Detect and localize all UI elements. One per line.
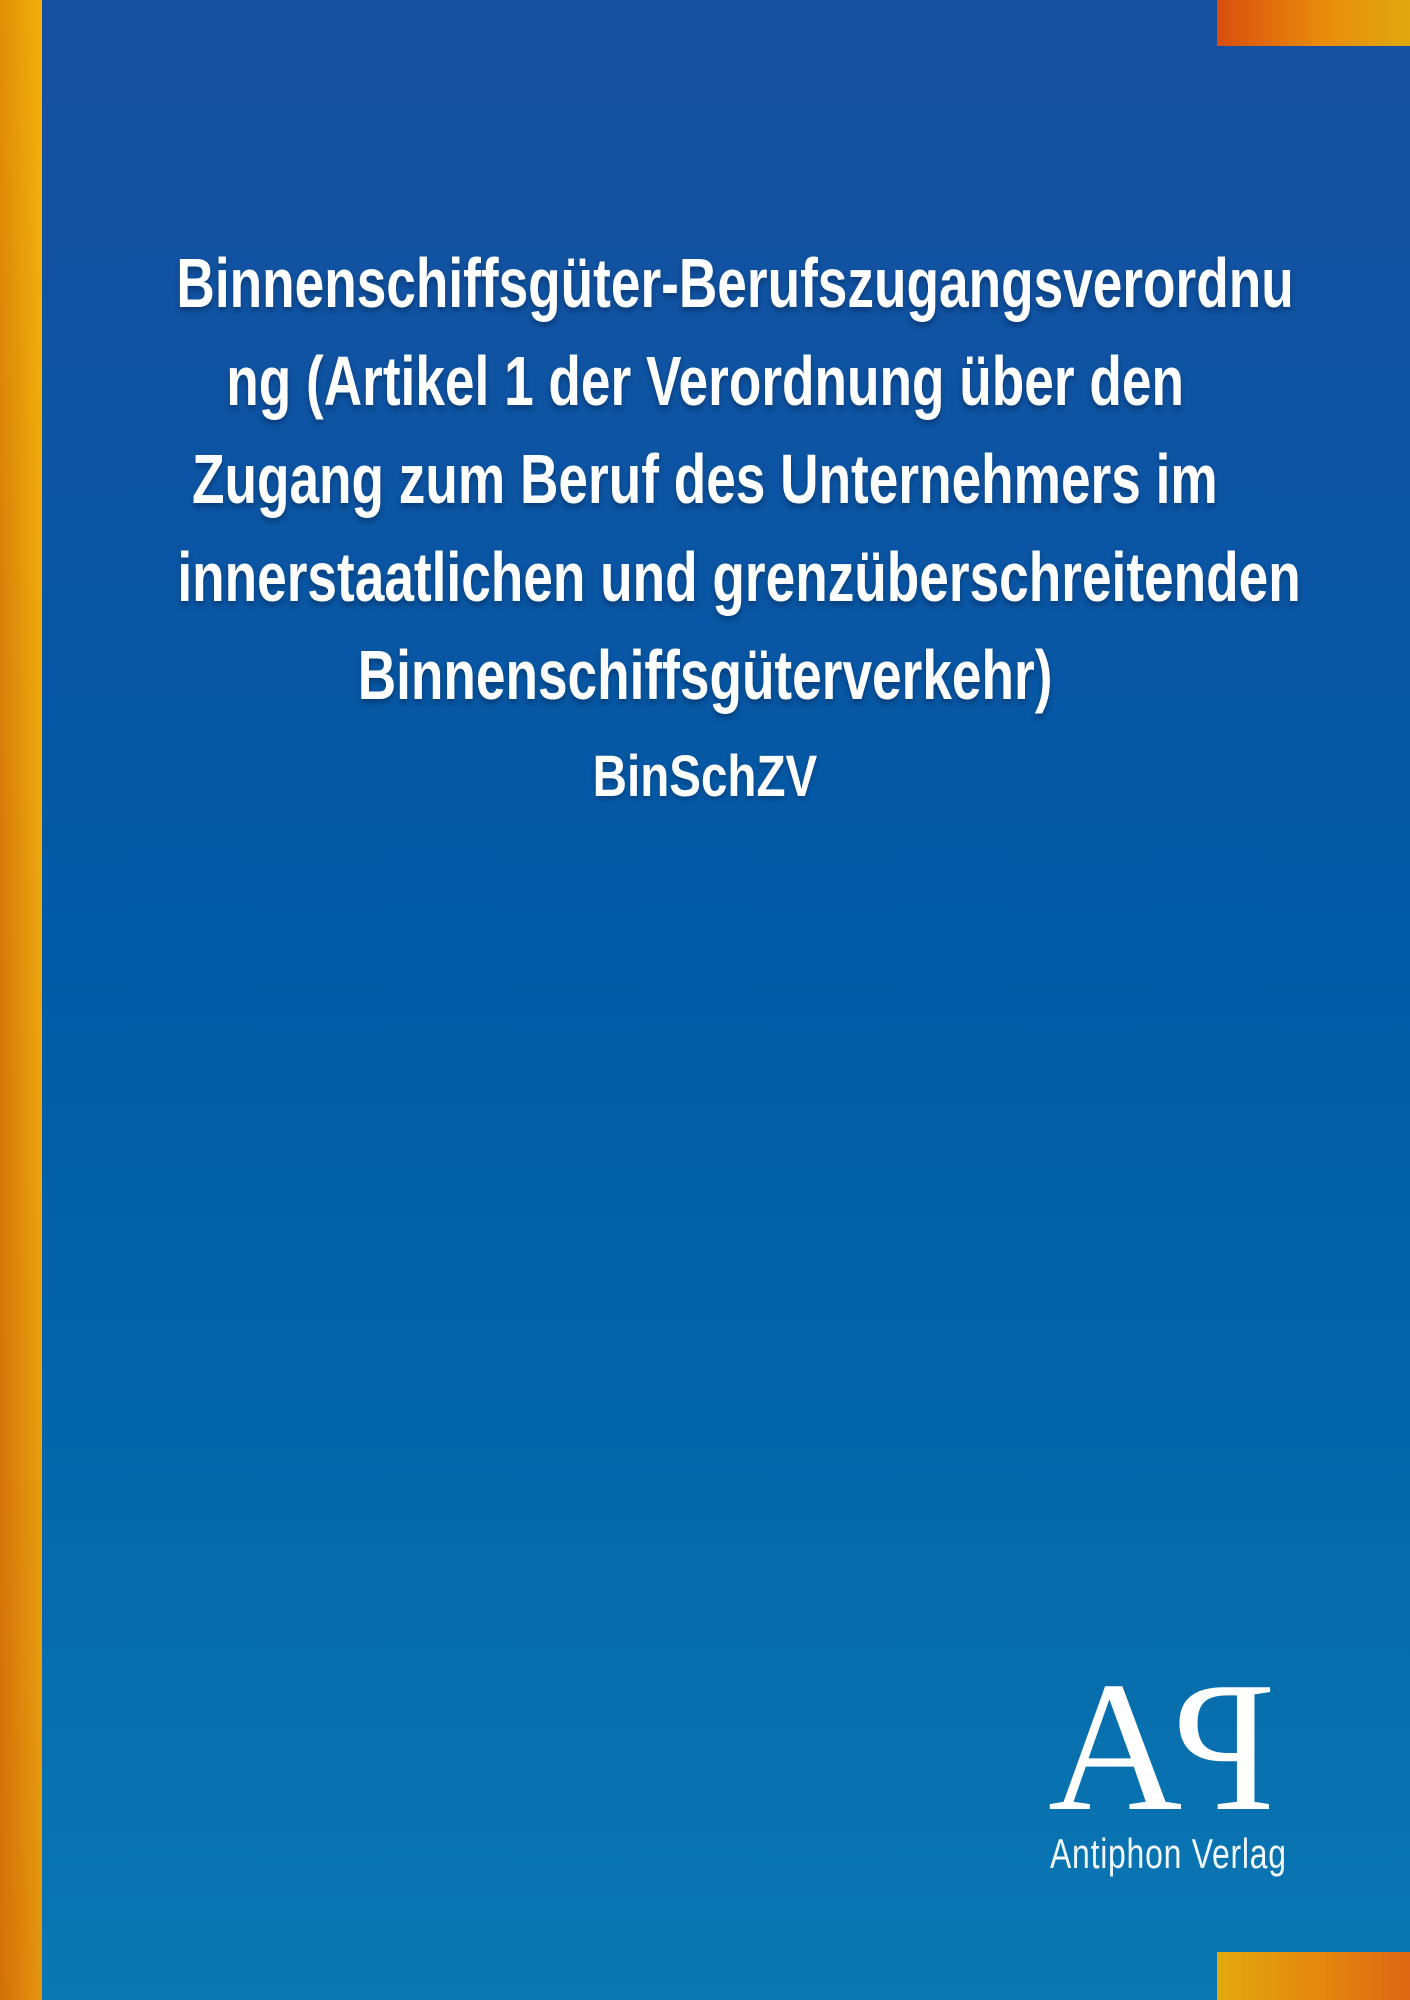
title-line-1	[0, 234, 1410, 332]
title-line-2	[0, 332, 1410, 430]
publisher-name: Antiphon Verlag	[1050, 1830, 1287, 1877]
book-title	[0, 234, 1410, 724]
title-line-1-text: Binnenschiffsgüter-Berufszugangsverordnu	[176, 244, 1294, 322]
title-line-4-text: innerstaatlichen und grenzüberschreitenden	[177, 538, 1301, 616]
title-line-2-text: ng (Artikel 1 der Verordnung über den	[226, 342, 1184, 420]
book-subtitle-text: BinSchZV	[592, 744, 818, 809]
publisher-logo	[1048, 1644, 1276, 1850]
top-right-accent-bar	[1217, 0, 1410, 46]
logo-letter-a: A	[1048, 1644, 1183, 1850]
title-line-5	[0, 626, 1410, 724]
title-line-5-text: Binnenschiffsgüterverkehr)	[357, 636, 1053, 714]
title-line-3-text: Zugang zum Beruf des Unternehmers im	[192, 440, 1218, 518]
bottom-right-accent-bar	[1217, 1952, 1410, 2000]
title-line-4	[0, 528, 1410, 626]
title-line-3	[0, 430, 1410, 528]
logo-letter-p-mirrored-icon: P	[1172, 1644, 1276, 1850]
book-subtitle	[0, 742, 1410, 812]
